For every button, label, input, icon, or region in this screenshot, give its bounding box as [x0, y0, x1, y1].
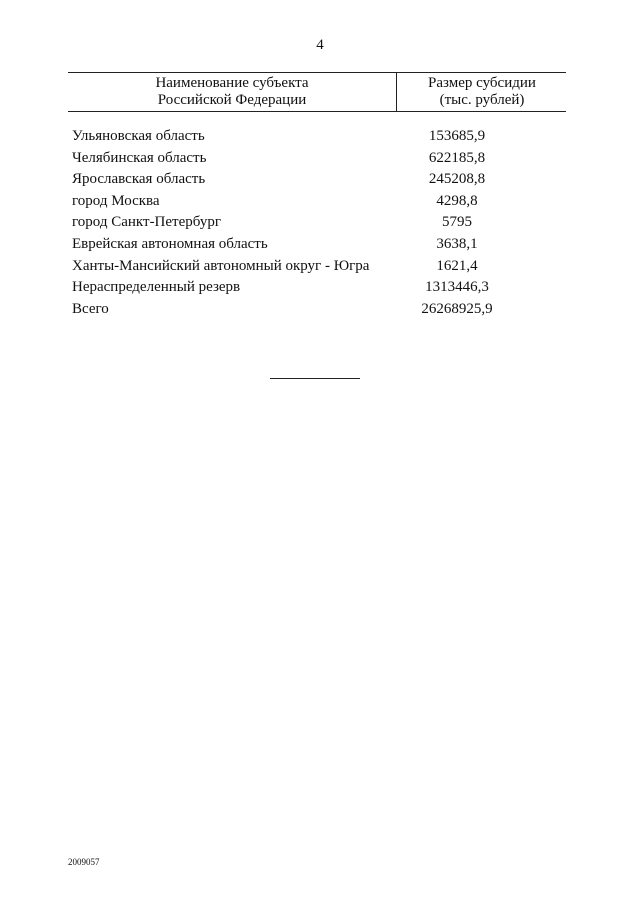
table-row [72, 169, 542, 191]
row-subject-name: Еврейская автономная область [72, 235, 268, 252]
row-subject-name: Ханты-Мансийский автономный округ - Югра [72, 257, 370, 274]
column-header-subsidy-line1: Размер субсидии [428, 75, 536, 91]
row-subsidy-amount: 1313446,3 [425, 279, 489, 296]
row-subject-name: город Москва [72, 192, 160, 209]
page-number: 4 [316, 37, 324, 53]
table-row [72, 126, 542, 148]
table-row [72, 191, 542, 213]
table-header-rule [68, 111, 566, 112]
table-row [72, 212, 542, 234]
row-subsidy-amount: 3638,1 [436, 235, 478, 252]
table-row [72, 234, 542, 256]
row-subject-name: Челябинская область [72, 149, 207, 166]
subsidy-table-body [72, 126, 542, 320]
column-header-subject [68, 75, 396, 109]
row-subject-name: Ярославская область [72, 171, 206, 188]
row-subsidy-amount: 1621,4 [436, 257, 478, 274]
row-subsidy-amount: 4298,8 [436, 192, 478, 209]
column-header-subsidy [398, 75, 566, 109]
row-subsidy-amount: 622185,8 [428, 149, 486, 166]
row-subsidy-amount: 5795 [442, 214, 472, 231]
row-subsidy-amount: 26268925,9 [421, 300, 493, 317]
table-row-total [72, 299, 542, 321]
document-end-rule [270, 378, 360, 379]
table-row [72, 277, 542, 299]
column-header-subject-line2: Российской Федерации [157, 92, 307, 108]
row-subject-name: город Санкт-Петербург [72, 214, 221, 231]
row-subject-name: Ульяновская область [72, 128, 205, 144]
table-row [72, 148, 542, 170]
column-header-subject-line1: Наименование субъекта [155, 75, 309, 91]
column-header-subsidy-line2: (тыс. рублей) [439, 92, 525, 108]
header-column-divider [396, 72, 397, 111]
row-subsidy-amount: 245208,8 [428, 171, 486, 188]
row-subject-name: Нераспределенный резерв [72, 279, 241, 296]
table-row [72, 256, 542, 278]
document-code: 2009057 [68, 857, 100, 867]
table-top-rule [68, 72, 566, 73]
row-subject-name: Всего [72, 300, 109, 317]
row-subsidy-amount: 153685,9 [428, 128, 486, 144]
